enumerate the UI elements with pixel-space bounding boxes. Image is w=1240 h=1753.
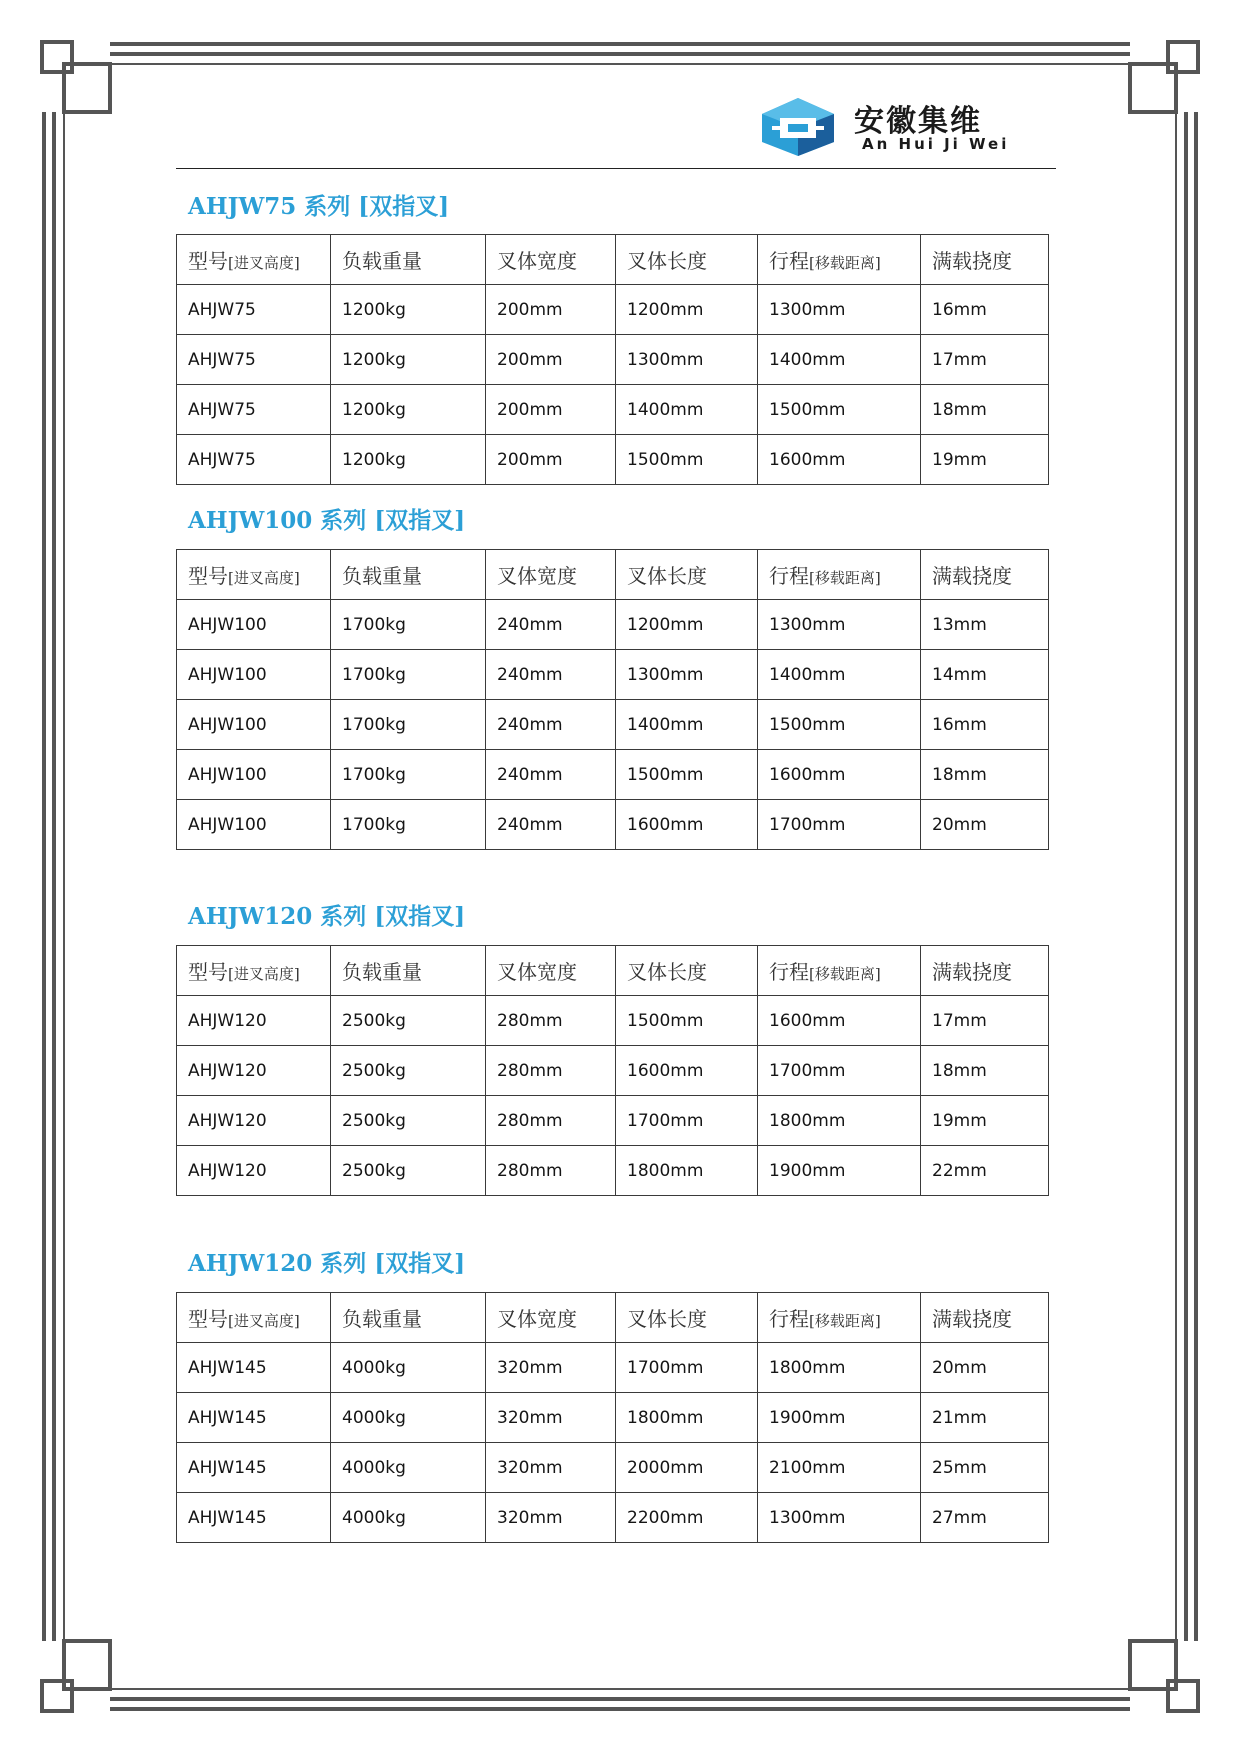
table-cell: 17mm — [921, 996, 1049, 1046]
section-title: AHJW120 系列 [双指叉] — [188, 1250, 466, 1277]
table-cell: 1600mm — [758, 750, 921, 800]
table-cell: 200mm — [486, 285, 616, 335]
table-row — [177, 800, 1049, 850]
table-row — [177, 1096, 1049, 1146]
table-cell: AHJW100 — [177, 700, 331, 750]
column-header-label: 叉体宽度 — [497, 960, 577, 984]
table-cell: 13mm — [921, 600, 1049, 650]
section-title: AHJW100 系列 [双指叉] — [188, 507, 466, 534]
table-cell: 18mm — [921, 1046, 1049, 1096]
column-header — [921, 235, 1049, 285]
table-cell: AHJW100 — [177, 600, 331, 650]
table-row — [177, 700, 1049, 750]
table-cell: 1700mm — [616, 1343, 758, 1393]
column-header-label: 型号 — [188, 960, 228, 984]
table-cell: 200mm — [486, 435, 616, 485]
column-header-label: 负载重量 — [342, 249, 422, 273]
table-cell: 25mm — [921, 1443, 1049, 1493]
spec-table — [176, 549, 1049, 850]
table-cell: 280mm — [486, 996, 616, 1046]
table-header-row — [177, 1293, 1049, 1343]
table-cell: 1400mm — [616, 385, 758, 435]
table-cell: 1500mm — [616, 996, 758, 1046]
table-row — [177, 1493, 1049, 1543]
table-header-row — [177, 946, 1049, 996]
table-row — [177, 385, 1049, 435]
table-cell: 240mm — [486, 800, 616, 850]
table-cell: AHJW100 — [177, 650, 331, 700]
table-cell: 1700kg — [331, 650, 486, 700]
table-row — [177, 1046, 1049, 1096]
table-cell: 1400mm — [758, 650, 921, 700]
company-logo — [758, 92, 1058, 162]
company-name-cn: 安徽集维 — [854, 104, 982, 139]
table-cell: 240mm — [486, 650, 616, 700]
table-cell: 200mm — [486, 335, 616, 385]
column-header-note: [进叉高度] — [228, 1312, 300, 1330]
table-cell: AHJW120 — [177, 1046, 331, 1096]
table-cell: 2500kg — [331, 996, 486, 1046]
column-header-label: 型号 — [188, 564, 228, 588]
table-cell: 240mm — [486, 750, 616, 800]
table-cell: AHJW75 — [177, 435, 331, 485]
table-cell: 1200mm — [616, 285, 758, 335]
table-cell: AHJW100 — [177, 750, 331, 800]
table-cell: 1500mm — [758, 385, 921, 435]
table-cell: 1700mm — [758, 1046, 921, 1096]
table-cell: 20mm — [921, 1343, 1049, 1393]
logo-mark-icon — [758, 96, 838, 158]
table-cell: 1200mm — [616, 600, 758, 650]
table-cell: 1600mm — [758, 996, 921, 1046]
table-cell: 1800mm — [758, 1343, 921, 1393]
table-cell: 1200kg — [331, 285, 486, 335]
column-header — [486, 235, 616, 285]
table-cell: 1500mm — [758, 700, 921, 750]
table-row — [177, 435, 1049, 485]
column-header — [616, 1293, 758, 1343]
table-cell: 200mm — [486, 385, 616, 435]
column-header-label: 型号 — [188, 249, 228, 273]
table-cell: 2500kg — [331, 1046, 486, 1096]
table-cell: 1800mm — [616, 1146, 758, 1196]
column-header-note: [移载距离] — [809, 569, 881, 587]
column-header — [616, 946, 758, 996]
table-cell: 19mm — [921, 1096, 1049, 1146]
table-cell: 240mm — [486, 600, 616, 650]
table-cell: 17mm — [921, 335, 1049, 385]
spec-table — [176, 234, 1049, 485]
column-header — [616, 550, 758, 600]
column-header-label: 满载挠度 — [932, 564, 1012, 588]
column-header — [758, 550, 921, 600]
table-cell: 1400mm — [616, 700, 758, 750]
table-cell: 18mm — [921, 750, 1049, 800]
table-row — [177, 1146, 1049, 1196]
table-cell: 1800mm — [758, 1096, 921, 1146]
column-header-note: [移载距离] — [809, 1312, 881, 1330]
table-cell: 1700kg — [331, 600, 486, 650]
table-row — [177, 285, 1049, 335]
table-row — [177, 650, 1049, 700]
table-row — [177, 1443, 1049, 1493]
table-cell: AHJW120 — [177, 1096, 331, 1146]
table-cell: 1300mm — [758, 600, 921, 650]
column-header-label: 满载挠度 — [932, 249, 1012, 273]
table-cell: 2100mm — [758, 1443, 921, 1493]
table-cell: 1300mm — [616, 335, 758, 385]
table-cell: 1500mm — [616, 750, 758, 800]
column-header — [921, 550, 1049, 600]
table-cell: 18mm — [921, 385, 1049, 435]
table-cell: 240mm — [486, 700, 616, 750]
column-header — [486, 946, 616, 996]
table-cell: 4000kg — [331, 1443, 486, 1493]
table-cell: 1800mm — [616, 1393, 758, 1443]
table-row — [177, 1393, 1049, 1443]
spec-table — [176, 1292, 1049, 1543]
column-header-label: 叉体长度 — [627, 564, 707, 588]
table-cell: 16mm — [921, 700, 1049, 750]
table-cell: 1700kg — [331, 700, 486, 750]
header-divider — [176, 168, 1056, 169]
table-cell: 2000mm — [616, 1443, 758, 1493]
table-row — [177, 750, 1049, 800]
column-header-label: 叉体宽度 — [497, 564, 577, 588]
table-cell: AHJW145 — [177, 1443, 331, 1493]
table-cell: 280mm — [486, 1046, 616, 1096]
table-cell: 1200kg — [331, 335, 486, 385]
column-header-note: [移载距离] — [809, 965, 881, 983]
table-cell: AHJW75 — [177, 335, 331, 385]
table-cell: AHJW145 — [177, 1393, 331, 1443]
table-cell: 16mm — [921, 285, 1049, 335]
table-cell: 1600mm — [616, 800, 758, 850]
table-cell: 27mm — [921, 1493, 1049, 1543]
table-row — [177, 1343, 1049, 1393]
table-cell: 1700mm — [758, 800, 921, 850]
table-cell: 320mm — [486, 1493, 616, 1543]
table-header-row — [177, 550, 1049, 600]
table-cell: AHJW100 — [177, 800, 331, 850]
column-header — [331, 550, 486, 600]
column-header — [616, 235, 758, 285]
table-row — [177, 600, 1049, 650]
table-cell: 14mm — [921, 650, 1049, 700]
table-cell: 1900mm — [758, 1393, 921, 1443]
company-name-en: An Hui Ji Wei — [862, 135, 1010, 153]
table-cell: 1700kg — [331, 750, 486, 800]
column-header-label: 负载重量 — [342, 564, 422, 588]
table-cell: 1700kg — [331, 800, 486, 850]
column-header-label: 满载挠度 — [932, 960, 1012, 984]
table-cell: 320mm — [486, 1393, 616, 1443]
column-header — [331, 946, 486, 996]
table-cell: 280mm — [486, 1096, 616, 1146]
table-cell: 280mm — [486, 1146, 616, 1196]
column-header-note: [进叉高度] — [228, 965, 300, 983]
table-cell: 1400mm — [758, 335, 921, 385]
column-header — [331, 235, 486, 285]
table-cell: 320mm — [486, 1343, 616, 1393]
table-row — [177, 335, 1049, 385]
table-cell: 19mm — [921, 435, 1049, 485]
column-header-label: 行程 — [769, 564, 809, 588]
column-header — [921, 946, 1049, 996]
table-cell: 1300mm — [616, 650, 758, 700]
table-cell: 1900mm — [758, 1146, 921, 1196]
column-header — [177, 550, 331, 600]
column-header-label: 叉体宽度 — [497, 249, 577, 273]
table-cell: AHJW120 — [177, 996, 331, 1046]
table-cell: 1300mm — [758, 285, 921, 335]
table-cell: 4000kg — [331, 1493, 486, 1543]
column-header-note: [移载距离] — [809, 254, 881, 272]
table-cell: AHJW75 — [177, 285, 331, 335]
table-cell: 20mm — [921, 800, 1049, 850]
table-cell: AHJW75 — [177, 385, 331, 435]
column-header-label: 叉体长度 — [627, 249, 707, 273]
column-header-label: 叉体宽度 — [497, 1307, 577, 1331]
table-cell: 1200kg — [331, 385, 486, 435]
column-header-label: 负载重量 — [342, 1307, 422, 1331]
column-header-label: 行程 — [769, 249, 809, 273]
column-header-label: 负载重量 — [342, 960, 422, 984]
table-row — [177, 996, 1049, 1046]
table-cell: 320mm — [486, 1443, 616, 1493]
column-header-label: 型号 — [188, 1307, 228, 1331]
column-header-label: 行程 — [769, 1307, 809, 1331]
column-header — [758, 1293, 921, 1343]
table-cell: 1200kg — [331, 435, 486, 485]
table-cell: 2500kg — [331, 1146, 486, 1196]
column-header — [177, 946, 331, 996]
column-header-note: [进叉高度] — [228, 569, 300, 587]
table-cell: 1500mm — [616, 435, 758, 485]
column-header — [177, 1293, 331, 1343]
column-header — [177, 235, 331, 285]
table-cell: 21mm — [921, 1393, 1049, 1443]
table-cell: 2500kg — [331, 1096, 486, 1146]
column-header — [758, 235, 921, 285]
table-cell: 2200mm — [616, 1493, 758, 1543]
table-cell: AHJW120 — [177, 1146, 331, 1196]
table-cell: 1700mm — [616, 1096, 758, 1146]
column-header-note: [进叉高度] — [228, 254, 300, 272]
column-header-label: 叉体长度 — [627, 960, 707, 984]
column-header — [921, 1293, 1049, 1343]
table-cell: 1600mm — [758, 435, 921, 485]
table-cell: 1300mm — [758, 1493, 921, 1543]
column-header-label: 满载挠度 — [932, 1307, 1012, 1331]
table-cell: AHJW145 — [177, 1343, 331, 1393]
spec-table — [176, 945, 1049, 1196]
table-header-row — [177, 235, 1049, 285]
column-header-label: 行程 — [769, 960, 809, 984]
column-header — [486, 1293, 616, 1343]
table-cell: 22mm — [921, 1146, 1049, 1196]
table-cell: 4000kg — [331, 1393, 486, 1443]
column-header — [486, 550, 616, 600]
column-header — [331, 1293, 486, 1343]
section-title: AHJW75 系列 [双指叉] — [188, 193, 450, 220]
section-title: AHJW120 系列 [双指叉] — [188, 903, 466, 930]
column-header — [758, 946, 921, 996]
table-cell: 1600mm — [616, 1046, 758, 1096]
table-cell: AHJW145 — [177, 1493, 331, 1543]
table-cell: 4000kg — [331, 1343, 486, 1393]
column-header-label: 叉体长度 — [627, 1307, 707, 1331]
